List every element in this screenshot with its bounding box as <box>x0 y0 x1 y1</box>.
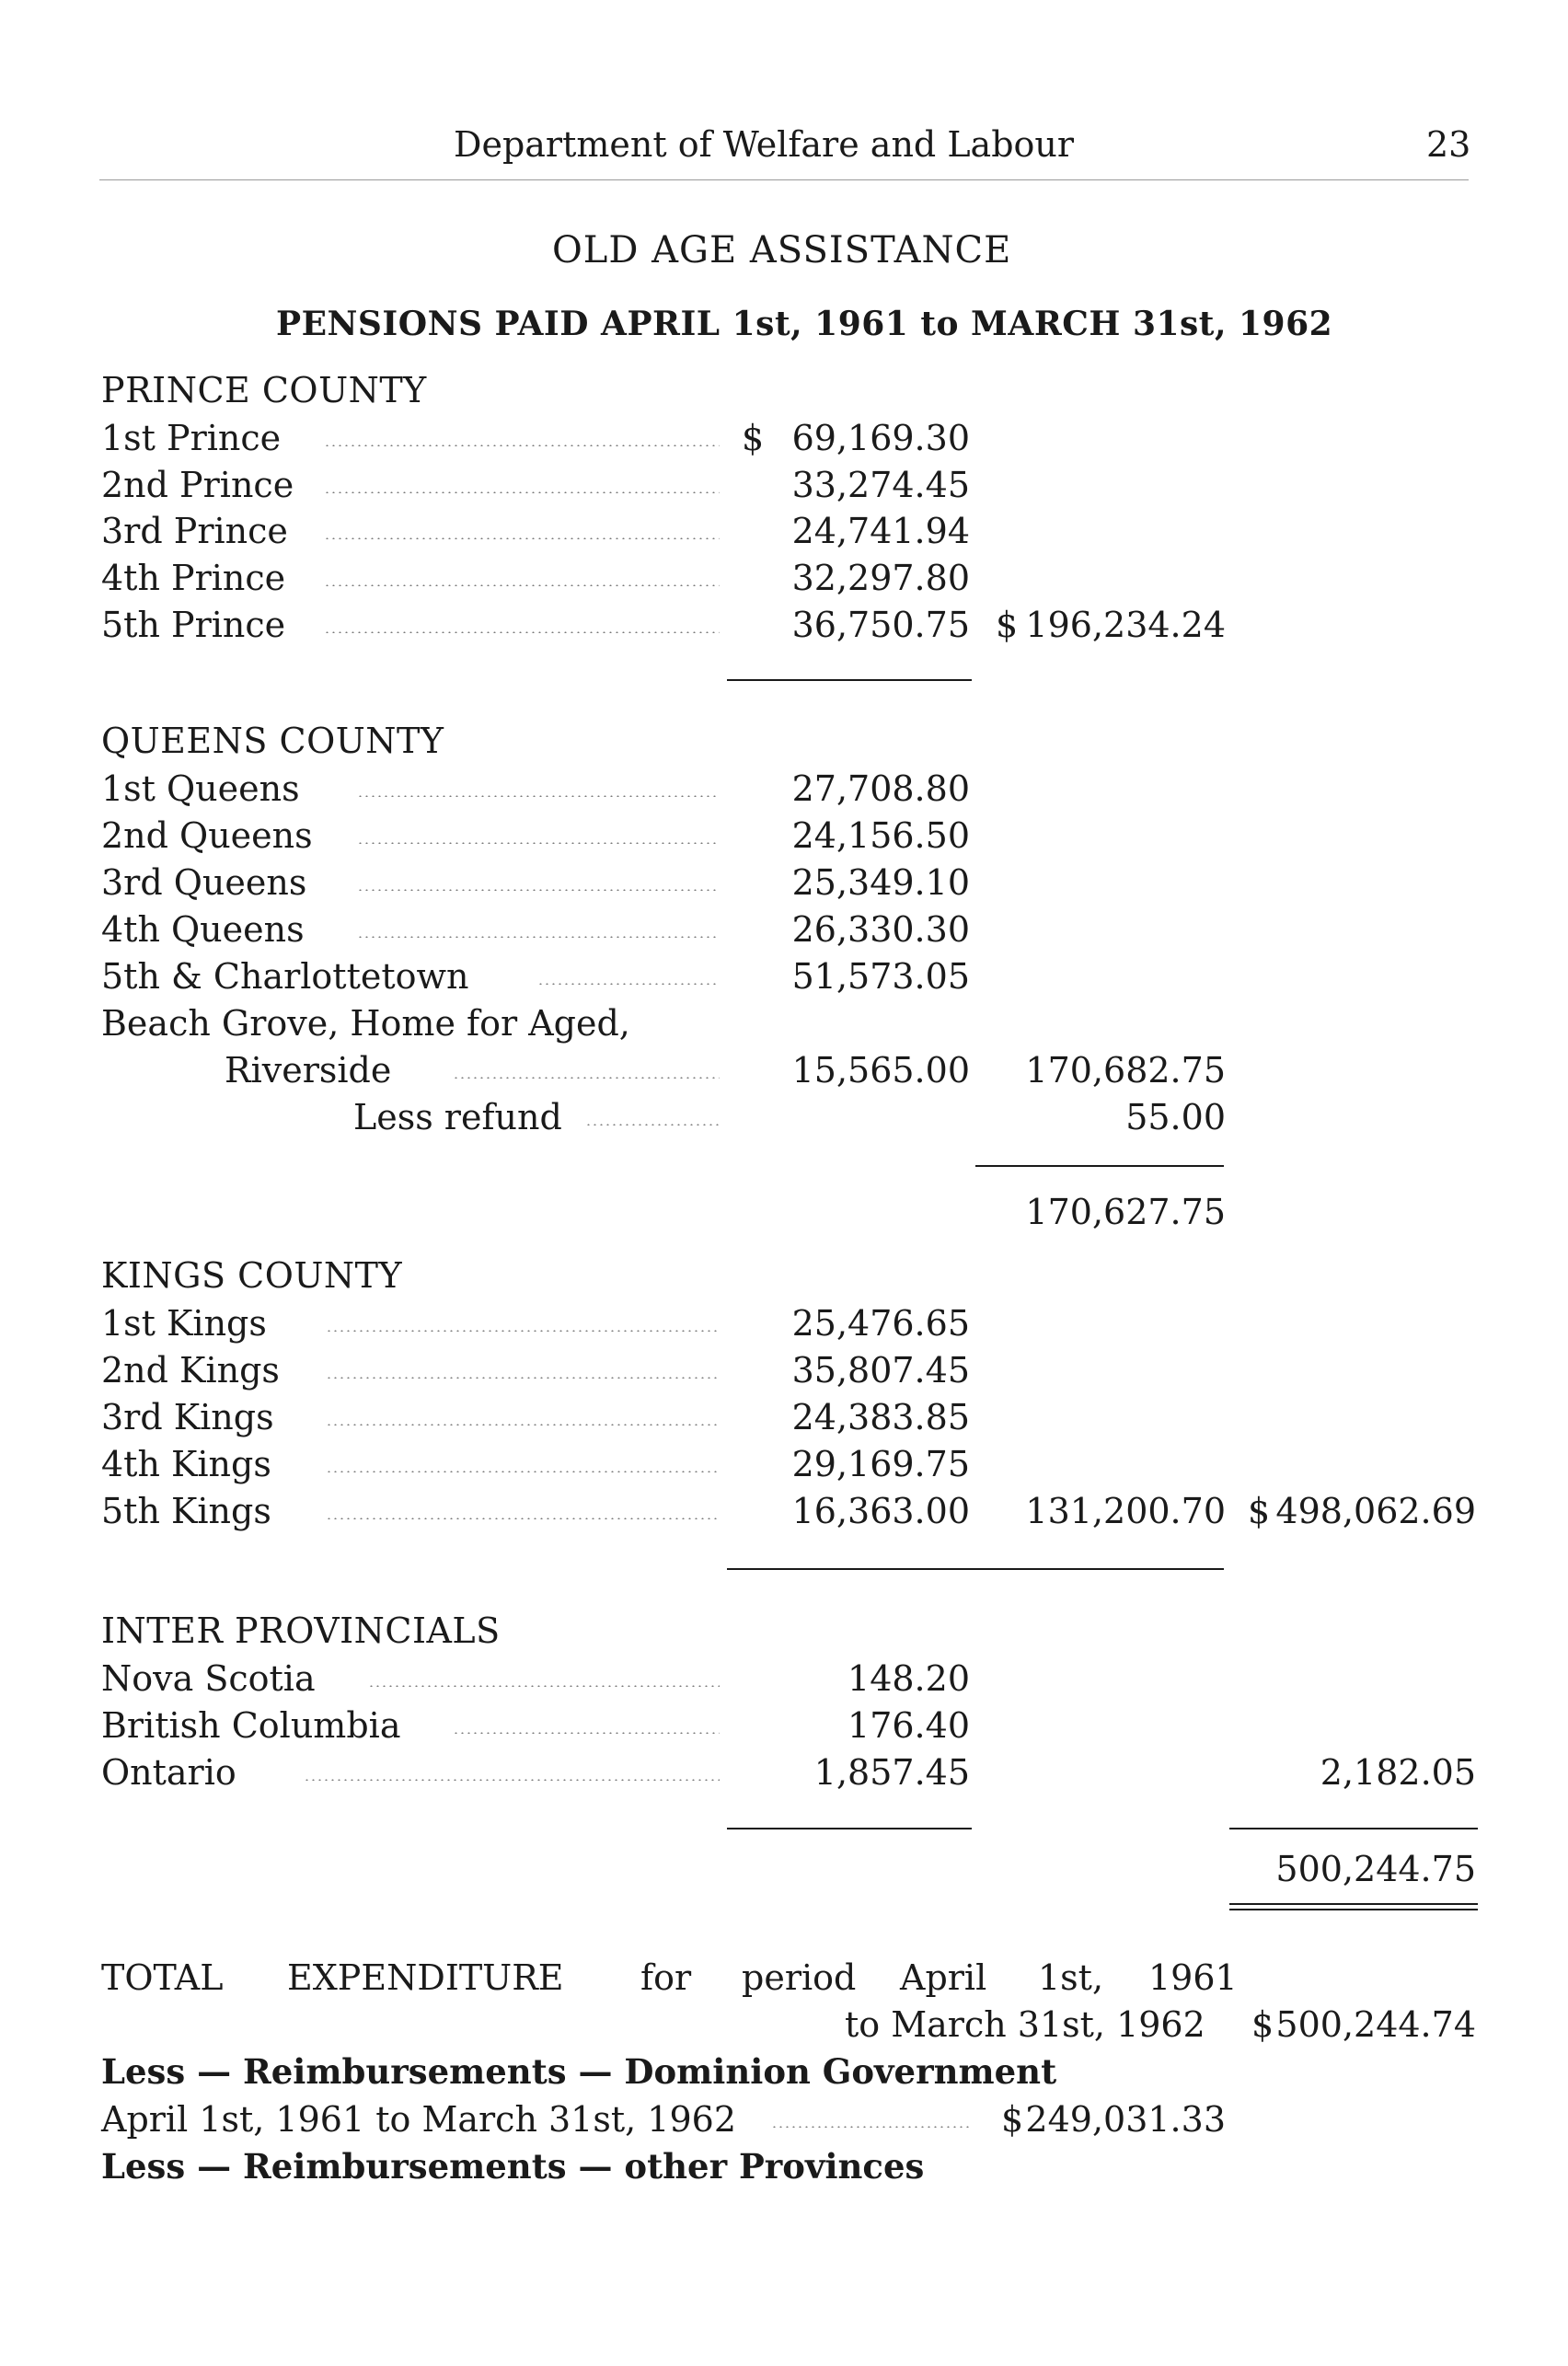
riverside-label: Riverside <box>225 1050 392 1091</box>
inter-row-label: British Columbia <box>101 1705 401 1746</box>
queens-county-heading: QUEENS COUNTY <box>101 721 444 761</box>
queens-county-total: 170,627.75 <box>1025 1192 1226 1232</box>
kings-row-label: 3rd Kings <box>101 1397 274 1437</box>
prince-county-total: 196,234.24 <box>1025 605 1226 645</box>
prince-row-amount: 24,741.94 <box>791 511 970 551</box>
reimbursements-other-heading: Less — Reimbursements — other Provinces <box>101 2146 925 2187</box>
reimbursements-currency: $ <box>1001 2099 1024 2140</box>
inter-row-amount: 1,857.45 <box>813 1752 970 1793</box>
leader-dots <box>324 631 720 633</box>
kings-row-label: 2nd Kings <box>101 1350 280 1391</box>
prince-county-heading: PRINCE COUNTY <box>101 370 427 410</box>
queens-row-amount: 27,708.80 <box>791 768 970 809</box>
kings-row-amount: 16,363.00 <box>791 1491 970 1531</box>
kings-row-label: 5th Kings <box>101 1491 271 1531</box>
expenditure-word: period <box>742 1957 857 1998</box>
kings-row-amount: 35,807.45 <box>791 1350 970 1391</box>
prince-row-label: 2nd Prince <box>101 465 294 505</box>
leader-dots <box>324 444 720 446</box>
kings-row-amount: 29,169.75 <box>791 1444 970 1484</box>
page-number: 23 <box>1426 124 1471 165</box>
prince-row-amount: 36,750.75 <box>791 605 970 645</box>
queens-row-label: 4th Queens <box>101 909 305 950</box>
less-refund-amount: 55.00 <box>1125 1097 1226 1137</box>
leader-dots <box>326 1424 720 1425</box>
queens-row-label: 1st Queens <box>101 768 300 809</box>
expenditure-period-end: to March 31st, 1962 <box>845 2004 1205 2045</box>
leader-dots <box>357 889 720 891</box>
leader-dots <box>357 795 720 797</box>
leader-dots <box>368 1685 720 1687</box>
grand-total-currency: $ <box>1248 1491 1271 1531</box>
expenditure-currency: $ <box>1251 2004 1274 2045</box>
expenditure-word: for <box>640 1957 692 1998</box>
leader-dots <box>537 983 720 985</box>
double-rule <box>1229 1909 1478 1910</box>
leader-dots <box>771 2126 972 2128</box>
kings-county-heading: KINGS COUNTY <box>101 1255 403 1296</box>
page-title: OLD AGE ASSISTANCE <box>552 229 1012 271</box>
queens-subtotal: 170,682.75 <box>1025 1050 1226 1091</box>
inter-row-amount: 176.40 <box>847 1705 970 1746</box>
prince-row-label: 3rd Prince <box>101 511 288 551</box>
kings-county-total: 131,200.70 <box>1025 1491 1226 1531</box>
kings-row-amount: 24,383.85 <box>791 1397 970 1437</box>
kings-row-label: 1st Kings <box>101 1303 267 1344</box>
queens-row-amount: 24,156.50 <box>791 815 970 856</box>
beach-grove-amount: 15,565.00 <box>791 1050 970 1091</box>
inter-provincials-heading: INTER PROVINCIALS <box>101 1610 501 1651</box>
expenditure-word: EXPENDITURE <box>287 1957 564 1998</box>
inter-row-amount: 148.20 <box>847 1658 970 1699</box>
expenditure-word: 1st, <box>1038 1957 1104 1998</box>
leader-dots <box>304 1779 720 1781</box>
prince-row-amount: 69,169.30 <box>791 418 970 458</box>
leader-dots <box>326 1330 720 1332</box>
prince-row-label: 4th Prince <box>101 558 286 598</box>
reimbursements-dominion-amount: 249,031.33 <box>1025 2099 1226 2140</box>
less-refund-label: Less refund <box>353 1097 562 1137</box>
double-rule <box>1229 1903 1478 1905</box>
sum-rule <box>975 1165 1224 1167</box>
beach-grove-label: Beach Grove, Home for Aged, <box>101 1003 630 1044</box>
inter-provincials-total: 2,182.05 <box>1320 1752 1476 1793</box>
inter-row-label: Ontario <box>101 1752 236 1793</box>
leader-dots <box>324 537 720 539</box>
queens-row-label: 3rd Queens <box>101 862 307 903</box>
leader-dots <box>585 1124 720 1125</box>
reimbursements-dominion-heading: Less — Reimbursements — Dominion Government <box>101 2051 1057 2092</box>
reimbursements-period: April 1st, 1961 to March 31st, 1962 <box>101 2099 736 2140</box>
leader-dots <box>324 584 720 586</box>
page-subtitle: PENSIONS PAID APRIL 1st, 1961 to MARCH 31st, 1962 <box>276 305 1333 343</box>
leader-dots <box>453 1077 720 1079</box>
prince-currency: $ <box>742 418 765 458</box>
leader-dots <box>357 936 720 938</box>
expenditure-word: 1961 <box>1148 1957 1238 1998</box>
prince-total-currency: $ <box>996 605 1019 645</box>
expenditure-word: TOTAL <box>101 1957 224 1998</box>
sum-rule <box>727 1568 1224 1570</box>
leader-dots <box>453 1732 720 1734</box>
leader-dots <box>326 1518 720 1519</box>
kings-row-label: 4th Kings <box>101 1444 271 1484</box>
prince-row-label: 5th Prince <box>101 605 286 645</box>
inter-row-label: Nova Scotia <box>101 1658 316 1699</box>
header-rule <box>99 179 1469 180</box>
queens-row-label: 2nd Queens <box>101 815 313 856</box>
prince-row-amount: 33,274.45 <box>791 465 970 505</box>
leader-dots <box>326 1377 720 1379</box>
leader-dots <box>357 842 720 844</box>
leader-dots <box>324 491 720 493</box>
sum-rule <box>727 1828 972 1829</box>
expenditure-total: 500,244.74 <box>1275 2004 1476 2045</box>
expenditure-word: April <box>900 1957 987 1998</box>
sum-rule <box>727 679 972 681</box>
kings-row-amount: 25,476.65 <box>791 1303 970 1344</box>
running-header: Department of Welfare and Labour <box>454 124 1075 165</box>
prince-row-label: 1st Prince <box>101 418 282 458</box>
prince-row-amount: 32,297.80 <box>791 558 970 598</box>
queens-row-amount: 25,349.10 <box>791 862 970 903</box>
leader-dots <box>326 1471 720 1472</box>
queens-row-label: 5th & Charlottetown <box>101 956 469 997</box>
sum-rule <box>1229 1828 1478 1829</box>
queens-row-amount: 26,330.30 <box>791 909 970 950</box>
pensions-sum-total: 500,244.75 <box>1275 1849 1476 1889</box>
queens-row-amount: 51,573.05 <box>791 956 970 997</box>
counties-grand-total: 498,062.69 <box>1275 1491 1476 1531</box>
